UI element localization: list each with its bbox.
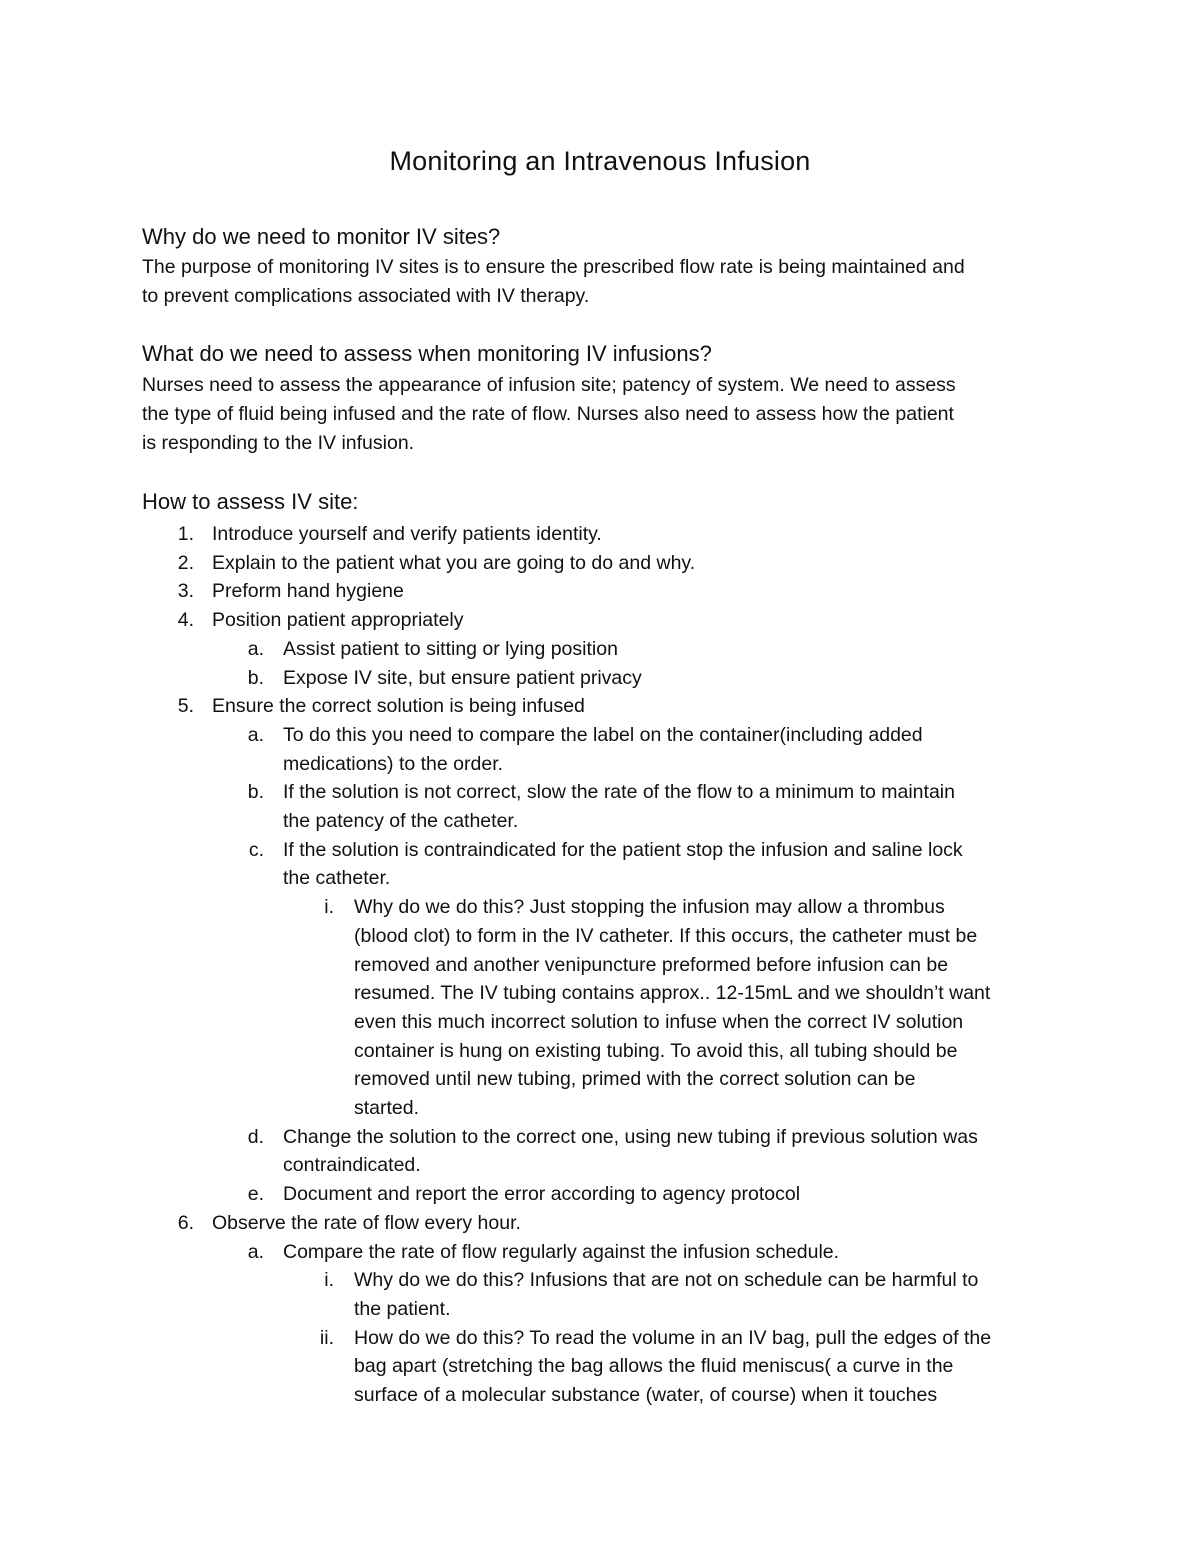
list-item-text: Ensure the correct solution is being infused [212,695,585,718]
list-item-text: removed until new tubing, primed with the correct solution can be [354,1068,916,1091]
section-heading-how-to-assess: How to assess IV site: [142,489,359,514]
list-item-marker: 5. [177,695,194,718]
list-item [0,549,1200,578]
list-item-text: Position patient appropriately [212,609,464,632]
list-item-text: If the solution is contraindicated for the patient stop the infusion and saline lock [283,838,963,861]
list-item-text: Expose IV site, but ensure patient privacy [283,666,642,689]
list-item [0,1180,1200,1209]
list-item [0,1266,1200,1323]
list-item-marker: b. [247,781,264,804]
list-item-text: Introduce yourself and verify patients identity. [212,523,602,545]
list-item-marker: a. [247,1240,264,1263]
list-item-text: Why do we do this? Just stopping the infusion may allow a thrombus [354,896,945,919]
list-item-text: container is hung on existing tubing. To avoid this, all tubing should be [354,1039,958,1062]
list-item [0,893,1200,1123]
list-item-marker: i. [324,896,334,919]
list-item-marker: a. [247,637,264,660]
list-item-marker: 6. [177,1211,194,1234]
list-item-text: medications) to the order. [283,752,504,775]
list-item [0,635,1200,664]
list-item [0,778,1200,835]
list-item [0,606,1200,635]
list-item [0,1209,1200,1238]
list-item-text: removed and another venipuncture preformed before infusion can be [354,953,949,976]
list-item-text: If the solution is not correct, slow the rate of the flow to a minimum to maintain [283,781,955,804]
document-title: Monitoring an Intravenous Infusion [389,146,811,176]
list-item [0,1324,1200,1410]
answer-line: to prevent complications associated with IV therapy. [142,285,590,307]
list-item-text: To do this you need to compare the label on the container(including added [283,723,923,746]
list-item [0,664,1200,693]
list-item-text: How do we do this? To read the volume in an IV bag, pull the edges of the [354,1326,992,1349]
section-question-why-monitor: Why do we need to monitor IV sites? [142,224,501,249]
section-answer-what-assess [142,371,1072,458]
list-item-text: surface of a molecular substance (water, of course) when it touches [354,1384,938,1407]
list-item-marker: 3. [177,580,194,603]
list-item-text: Preform hand hygiene [212,580,404,603]
answer-line: is responding to the IV infusion. [142,432,415,454]
list-item-text: Assist patient to sitting or lying position [283,637,618,660]
answer-line: the type of fluid being infused and the rate of flow. Nurses also need to assess how the patient [142,403,954,425]
list-item-marker: a. [247,723,264,746]
assessment-steps-list [0,520,1200,1410]
answer-line: The purpose of monitoring IV sites is to ensure the prescribed flow rate is being maintained and [142,256,965,278]
list-item-text: the patency of the catheter. [283,810,519,833]
list-item-marker: ii. [319,1326,334,1349]
list-item-marker: 4. [177,609,194,632]
list-item-marker: i. [324,1269,334,1292]
list-item-text: the patient. [354,1297,451,1320]
list-item-marker: d. [247,1125,264,1148]
list-item-text: Change the solution to the correct one, using new tubing if previous solution was [283,1125,978,1148]
list-item-marker: 2. [177,551,194,574]
section-answer-why-monitor [142,253,1072,311]
list-item [0,721,1200,778]
list-item-marker: b. [247,666,264,689]
list-item-text: contraindicated. [283,1154,421,1177]
list-item-text: bag apart (stretching the bag allows the fluid meniscus( a curve in the [354,1355,954,1378]
list-item-text: Compare the rate of flow regularly against the infusion schedule. [283,1240,840,1263]
section-question-what-assess: What do we need to assess when monitoring IV infusions? [142,341,712,366]
list-item [0,520,1200,549]
list-item-text: (blood clot) to form in the IV catheter. If this occurs, the catheter must be [354,924,978,947]
list-item-text: Explain to the patient what you are going to do and why. [212,551,696,574]
list-item-marker: e. [247,1183,264,1206]
list-item [0,1123,1200,1180]
list-item-text: Observe the rate of flow every hour. [212,1211,521,1234]
list-item-text: even this much incorrect solution to infuse when the correct IV solution [354,1010,964,1033]
answer-line: Nurses need to assess the appearance of infusion site; patency of system. We need to assess [142,374,956,396]
list-item-text: Why do we do this? Infusions that are not on schedule can be harmful to [354,1269,979,1292]
list-item-text: started. [354,1097,420,1120]
list-item-marker: c. [248,838,264,861]
list-item [0,1238,1200,1267]
list-item [0,836,1200,893]
list-item [0,692,1200,721]
list-item [0,577,1200,606]
list-item-text: resumed. The IV tubing contains approx.. 12-15mL and we shouldn’t want [354,982,991,1005]
list-item-text: the catheter. [283,867,391,890]
list-item-text: Document and report the error according to agency protocol [283,1183,801,1206]
list-item-marker: 1. [177,523,194,545]
